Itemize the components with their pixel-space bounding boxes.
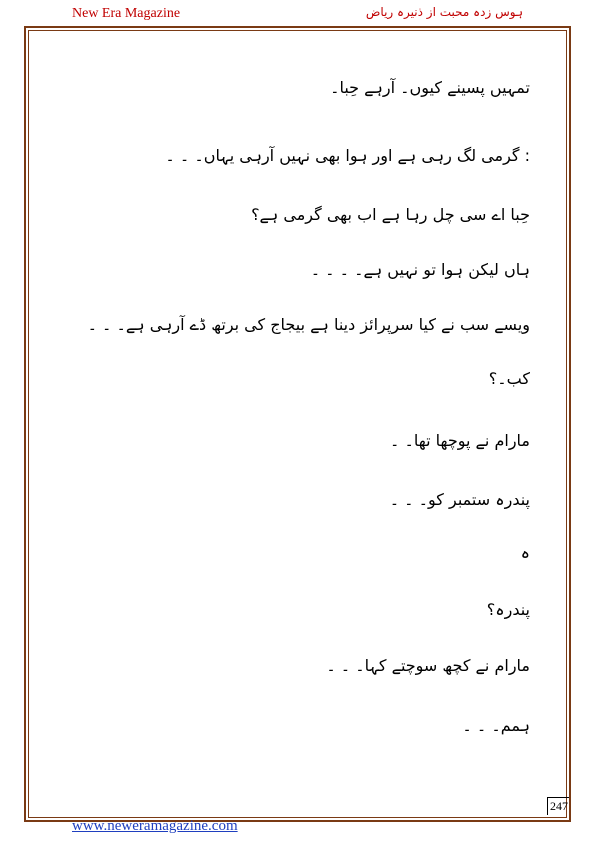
text-line: پندرہ ستمبر کو۔ ۔ ۔ — [389, 490, 530, 509]
text-line: مارام نے کچھ سوچتے کہا۔ ۔ ۔ — [326, 656, 530, 675]
text-line: کب۔؟ — [488, 369, 530, 388]
story-title: ہوس زدہ محبت از ذنیرہ ریاض — [365, 5, 523, 19]
text-line: ہمم۔ ۔ ۔ — [462, 716, 530, 735]
story-text — [70, 76, 530, 766]
text-line: : گرمی لگ رہی ہے اور ہوا بھی نہیں آرہی یہاں۔ ۔ ۔ — [165, 146, 530, 165]
text-line: پندرہ؟ — [486, 600, 530, 619]
text-line: حِبا اے سی چل رہا ہے اب بھی گرمی ہے؟ — [251, 205, 530, 224]
text-line: ہاں لیکن ہوا تو نہیں ہے۔ ۔ ۔ ۔ — [310, 260, 530, 279]
page-number: 247 — [547, 797, 569, 815]
website-link[interactable]: www.neweramagazine.com — [72, 818, 238, 834]
text-line: تمہیں پسینے کیوں۔ آرہے حِبا۔ — [330, 78, 530, 97]
magazine-name: New Era Magazine — [72, 6, 181, 21]
text-line: ہ — [520, 543, 530, 562]
text-line: مارام نے پوچھا تھا۔ ۔ — [389, 431, 530, 450]
text-line: ویسے سب نے کیا سرپرائز دینا ہے بیجاج کی برتھ ڈے آرہی ہے۔ ۔ ۔ — [87, 315, 530, 334]
